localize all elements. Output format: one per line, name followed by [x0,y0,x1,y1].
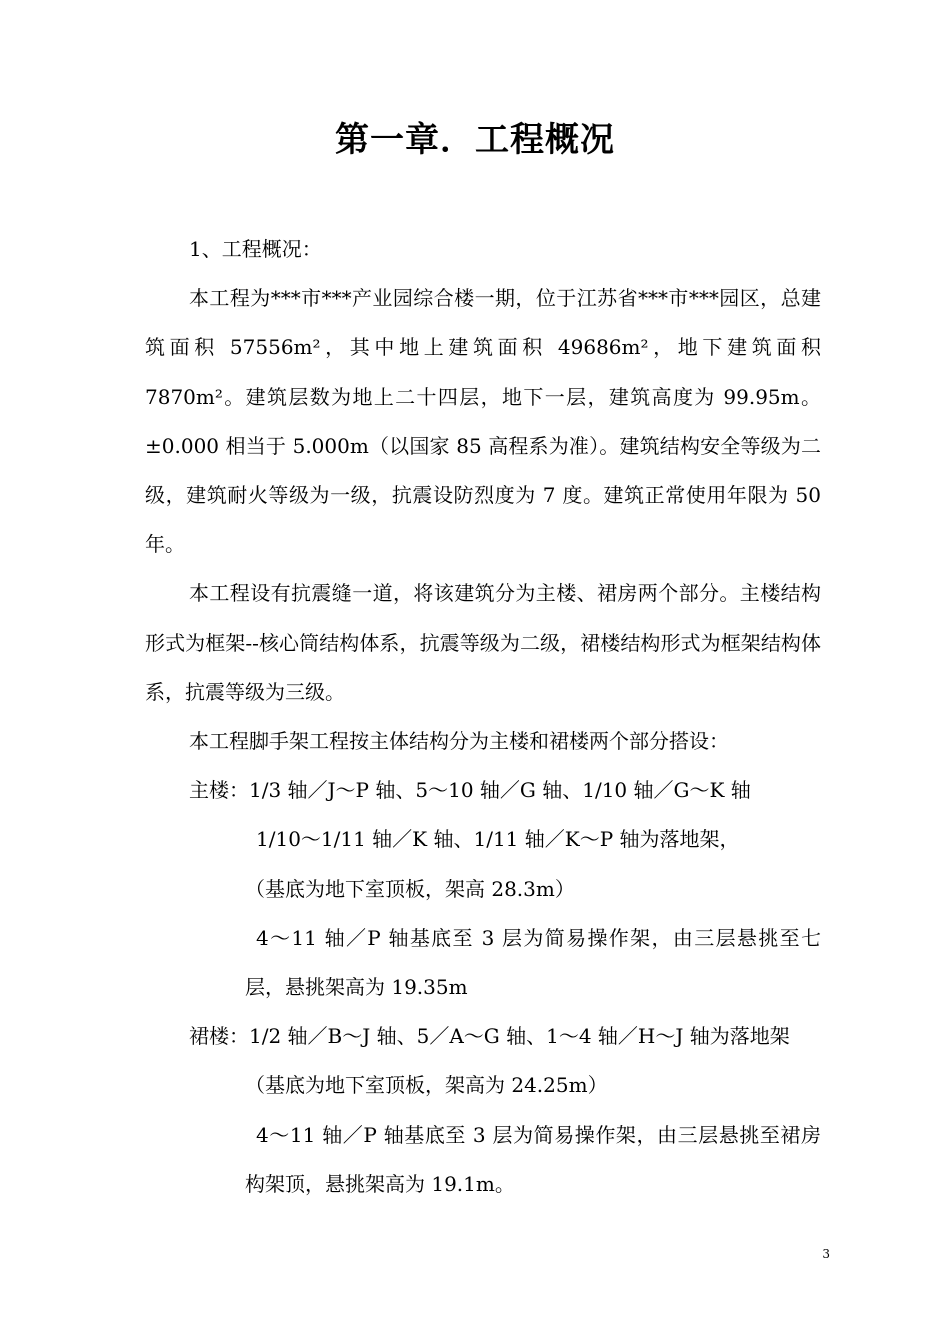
paragraph-scaffold-intro: 本工程脚手架工程按主体结构分为主楼和裙楼两个部分搭设： [189,729,729,754]
podium-line: 4～11 轴／P 轴基底至 3 层为简易操作架，由三层悬挑至裙房构架顶，悬挑架高为 19.1m。 [245,1122,821,1196]
chapter-title: 第一章．工程概况 [335,120,615,160]
section-heading: 1、工程概况： [189,237,322,261]
podium-line: 裙楼：1/2 轴／B～J 轴、5／A～G 轴、1～4 轴／H～J 轴为落地架 [189,1024,790,1049]
page-number: 3 [822,1247,830,1261]
paragraph-seismic-joint: 本工程设有抗震缝一道，将该建筑分为主楼、裙房两个部分。主楼结构形式为框架--核心筒结构体系，抗震等级为二级，裙楼结构形式为框架结构体系，抗震等级为三级。 [145,581,821,704]
document-body [145,225,821,1209]
main-building-line: 1/10～1/11 轴／K 轴、1/11 轴／K～P 轴为落地架， [256,827,740,852]
main-building-line: （基底为地下室顶板，架高 28.3m） [245,876,575,901]
paragraph-project-overview: 本工程为***市***产业园综合楼一期，位于江苏省***市***园区，总建筑面积 57556m²，其中地上建筑面积 49686m²，地下建筑面积 7870m²。建筑层数为地上二十四层，地下一层，建筑高度为 99.95m。±0.000 相当于 5.000m（以国家 85 高程系为准）。建筑结构安全等级为二级，建筑耐火等级为一级，抗震设防烈度为 7 度。建筑正常使用年限为 50 年。 [145,286,821,557]
main-building-line: 主楼：1/3 轴／J～P 轴、5～10 轴／G 轴、1/10 轴／G～K 轴 [189,778,751,803]
main-building-line: 4～11 轴／P 轴基底至 3 层为简易操作架，由三层悬挑至七层，悬挑架高为 19.35m [245,925,821,1000]
podium-line: （基底为地下室顶板，架高为 24.25m） [245,1073,608,1098]
